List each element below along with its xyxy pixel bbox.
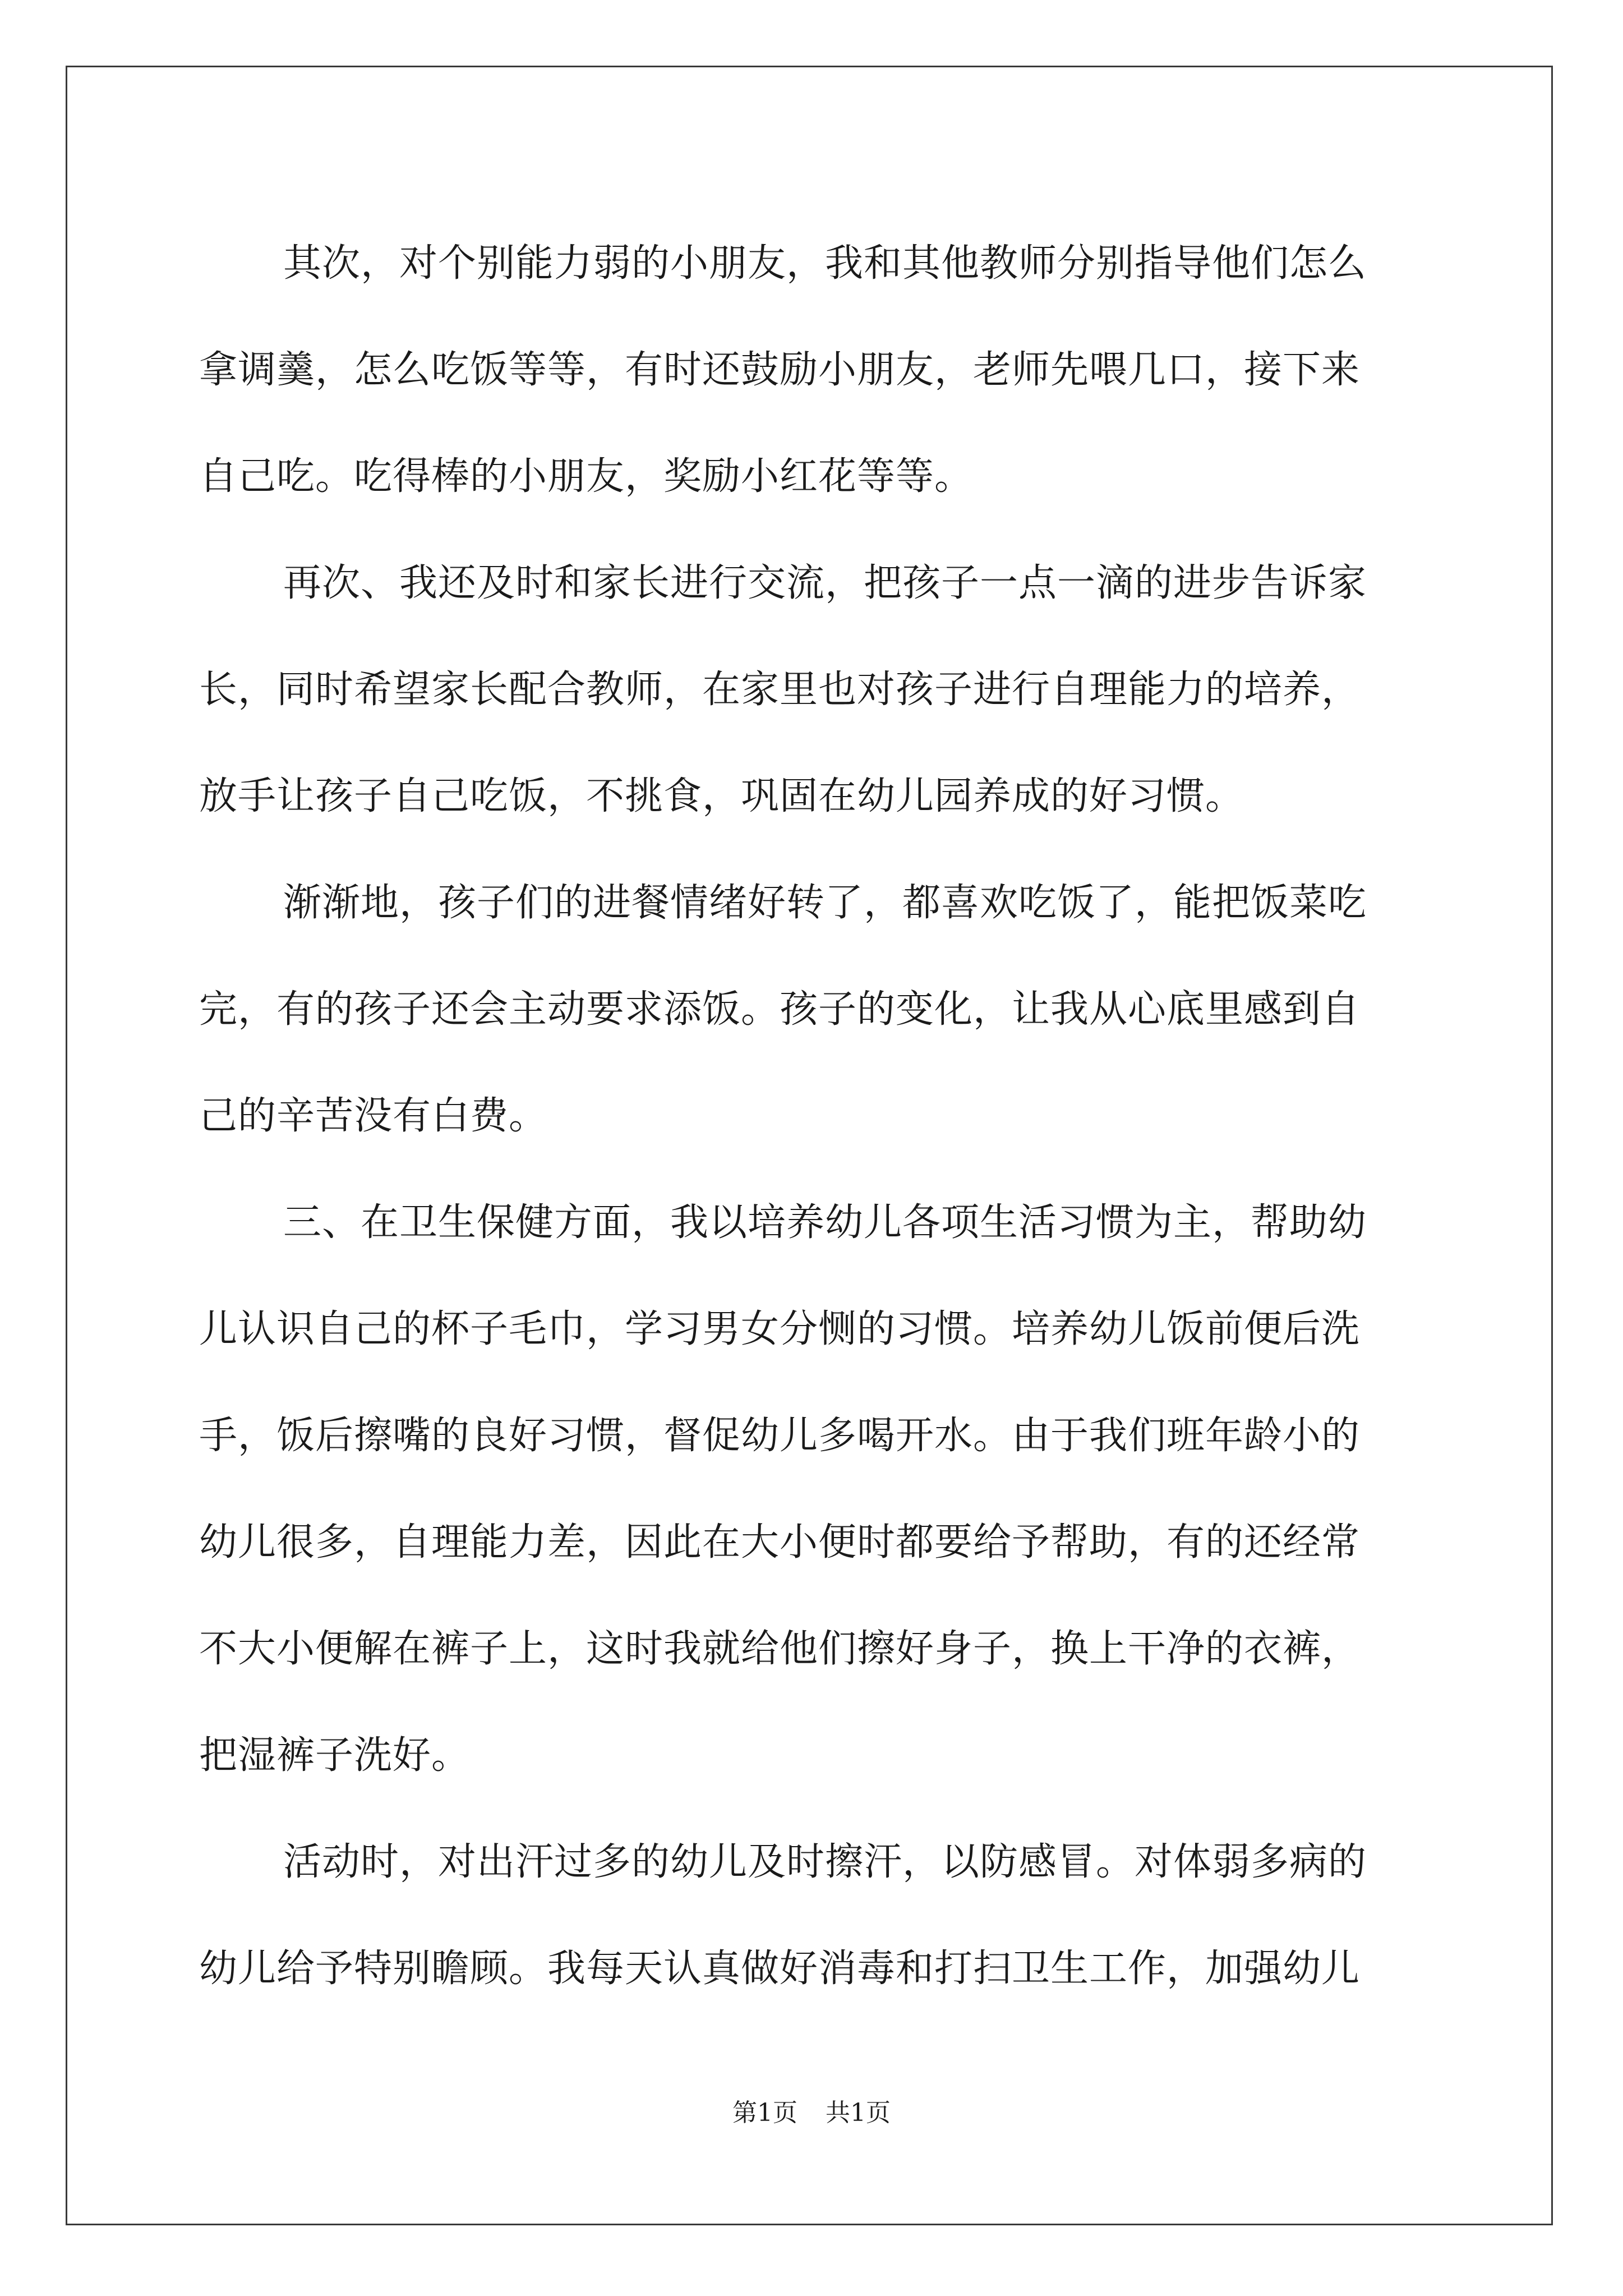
page-number-current: 第1页	[732, 2099, 797, 2127]
document-body	[199, 210, 1433, 2022]
text-line: 长，同时希望家长配合教师，在家里也对孩子进行自理能力的培养，	[199, 668, 1361, 712]
text-line: 再次、我还及时和家长进行交流，把孩子一点一滴的进步告诉家	[283, 561, 1367, 605]
page-number-total: 共1页	[826, 2099, 891, 2127]
paragraph-3	[199, 850, 1433, 1170]
text-line: 自己吃。吃得棒的小朋友，奖励小红花等等。	[199, 454, 974, 499]
text-line: 完，有的孩子还会主动要求添饭。孩子的变化，让我从心底里感到自	[199, 987, 1361, 1032]
text-line: 放手让孩子自己吃饭，不挑食，巩固在幼儿园养成的好习惯。	[199, 774, 1244, 818]
text-line: 手，饭后擦嘴的良好习惯，督促幼儿多喝开水。由于我们班年龄小的	[199, 1414, 1361, 1458]
text-line: 不大小便解在裤子上，这时我就给他们擦好身子，换上干净的衣裤，	[199, 1627, 1361, 1671]
text-line: 活动时，对出汗过多的幼儿及时擦汗，以防感冒。对体弱多病的	[283, 1840, 1367, 1884]
text-line: 三、在卫生保健方面，我以培养幼儿各项生活习惯为主，帮助幼	[283, 1200, 1367, 1245]
text-line: 渐渐地，孩子们的进餐情绪好转了，都喜欢吃饭了，能把饭菜吃	[283, 881, 1367, 925]
paragraph-4	[199, 1170, 1433, 1809]
paragraph-5	[199, 1809, 1433, 2022]
page-footer	[0, 2092, 1623, 2128]
text-line: 己的辛苦没有白费。	[199, 1094, 548, 1138]
paragraph-1	[199, 210, 1433, 530]
paragraph-2	[199, 530, 1433, 850]
text-line: 幼儿很多，自理能力差，因此在大小便时都要给予帮助，有的还经常	[199, 1520, 1361, 1565]
text-line: 幼儿给予特别瞻顾。我每天认真做好消毒和打扫卫生工作，加强幼儿	[199, 1947, 1361, 1991]
text-line: 儿认识自己的杯子毛巾，学习男女分恻的习惯。培养幼儿饭前便后洗	[199, 1307, 1361, 1351]
text-line: 把湿裤子洗好。	[199, 1733, 471, 1778]
text-line: 拿调羹，怎么吃饭等等，有时还鼓励小朋友，老师先喂几口，接下来	[199, 348, 1361, 392]
text-line: 其次，对个别能力弱的小朋友，我和其他教师分别指导他们怎么	[283, 241, 1367, 286]
